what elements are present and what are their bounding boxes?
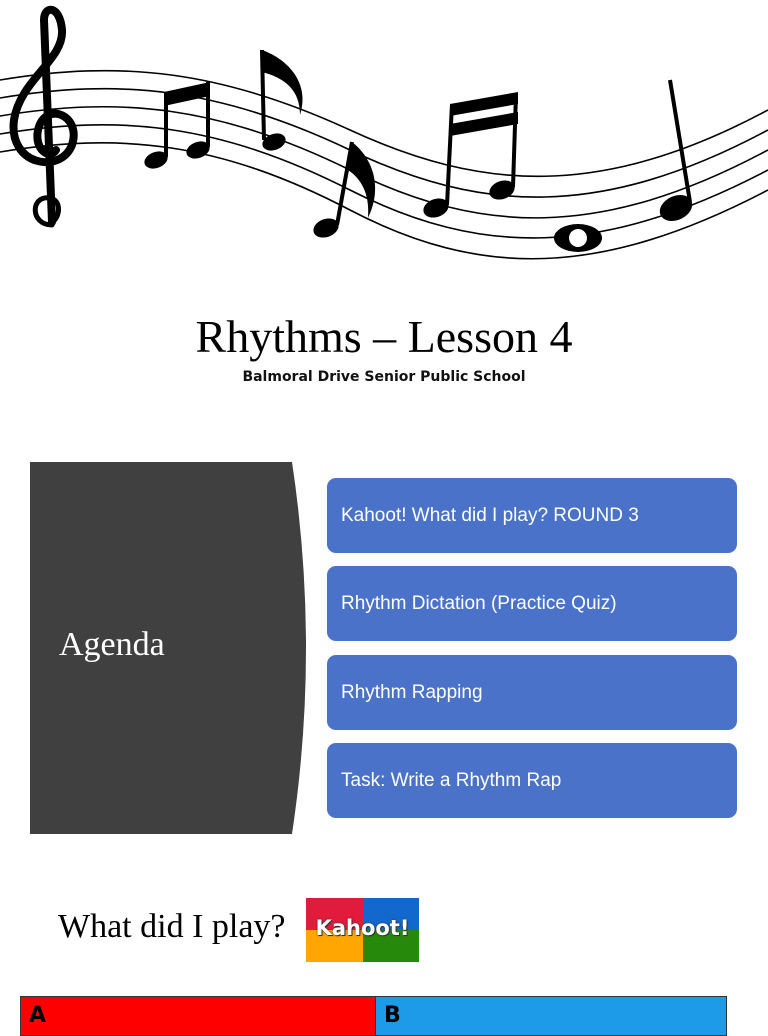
whole-note-icon xyxy=(554,224,602,252)
school-name: Balmoral Drive Senior Public School xyxy=(242,369,526,385)
answer-option-a[interactable] xyxy=(20,996,376,1036)
kahoot-logo xyxy=(306,898,419,962)
agenda-heading: Agenda xyxy=(59,626,165,663)
music-staff-banner xyxy=(0,0,768,280)
treble-clef-icon xyxy=(14,10,74,225)
agenda-item-kahoot[interactable]: Kahoot! What did I play? ROUND 3 xyxy=(327,478,737,553)
agenda-item-rhythm-rapping[interactable]: Rhythm Rapping xyxy=(327,655,737,730)
question-heading: What did I play? xyxy=(58,908,286,945)
quarter-note-icon xyxy=(656,80,697,226)
answer-letter: A xyxy=(29,1003,47,1028)
kahoot-logo-text: Kahoot! xyxy=(315,916,410,940)
agenda-item-rhythm-rap-task[interactable]: Task: Write a Rhythm Rap xyxy=(327,743,737,818)
answer-letter: B xyxy=(384,1003,401,1028)
page-title: Rhythms – Lesson 4 xyxy=(195,311,573,362)
beamed-sixteenth-notes-icon xyxy=(421,92,518,221)
staff-lines xyxy=(0,71,768,259)
agenda-item-rhythm-dictation[interactable]: Rhythm Dictation (Practice Quiz) xyxy=(327,566,737,641)
answer-option-b[interactable] xyxy=(375,996,727,1036)
